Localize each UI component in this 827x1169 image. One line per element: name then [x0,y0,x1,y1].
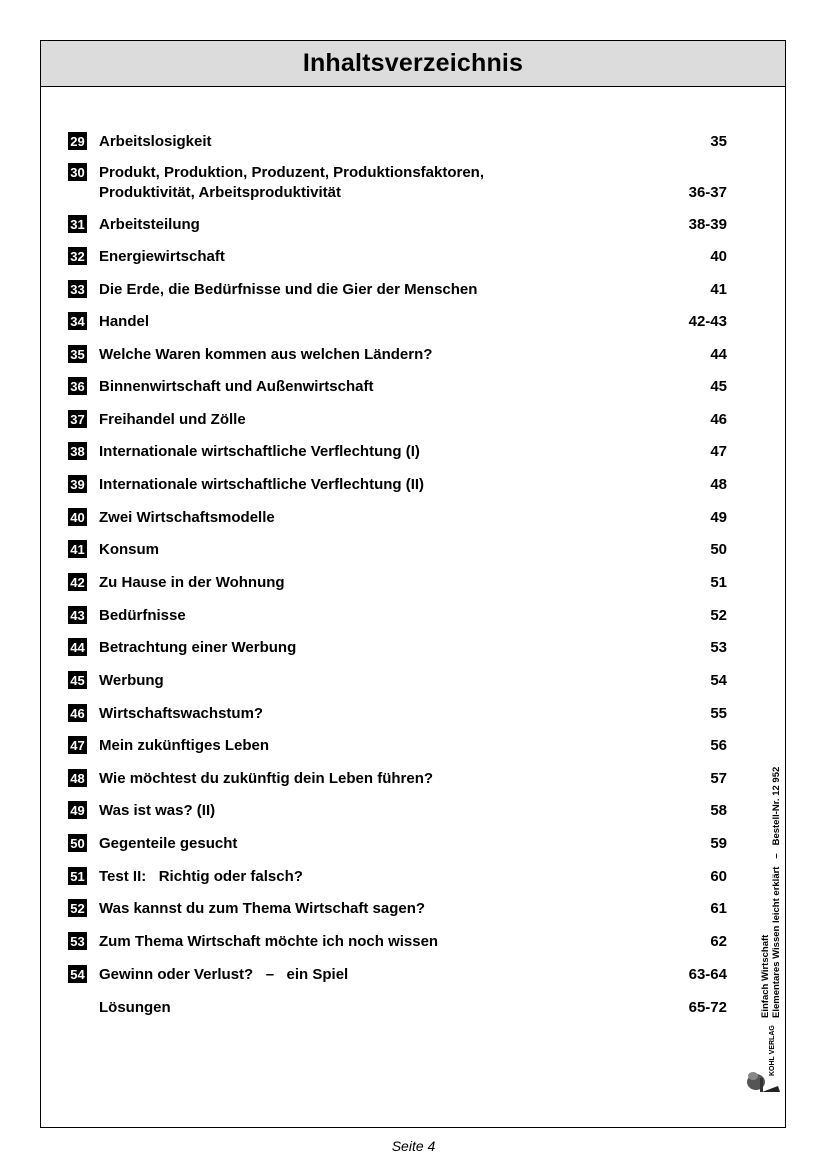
page-reference: 54 [710,672,727,689]
page-reference: 65-72 [688,999,727,1016]
chapter-title: Wie möchtest du zukünftig dein Leben führen? [99,770,434,787]
page-reference: 50 [710,541,727,558]
chapter-title: Zwei Wirtschaftsmodelle [99,509,275,526]
page-reference: 63-64 [688,966,727,983]
chapter-title: Was ist was? (II) [99,802,216,819]
chapter-number-badge: 47 [68,736,87,754]
page-reference: 40 [710,248,727,265]
chapter-number-badge: 31 [68,215,87,233]
chapter-number-badge: 29 [68,132,87,150]
book-subtitle-order-number: Elementares Wissen leicht erklärt – Bestell-Nr. 12 952 [771,766,782,1018]
chapter-title: Test II: Richtig oder falsch? [99,868,303,885]
chapter-title: Welche Waren kommen aus welchen Ländern? [99,346,433,363]
chapter-number-badge: 54 [68,965,87,983]
publisher-logo-text: KOHL VERLAG [769,1025,776,1076]
chapter-title: Gewinn oder Verlust? – ein Spiel [99,966,349,983]
publisher-logo [744,1022,784,1094]
chapter-title: Gegenteile gesucht [99,835,238,852]
chapter-title: Lösungen [99,999,171,1016]
chapter-title: Internationale wirtschaftliche Verflechtung (I) [99,443,420,460]
page-reference: 42-43 [688,313,727,330]
chapter-title: Mein zukünftiges Leben [99,737,270,754]
page-reference: 49 [710,509,727,526]
page-title: Inhaltsverzeichnis [41,41,785,87]
chapter-number-badge: 32 [68,247,87,265]
chapter-title: Zum Thema Wirtschaft möchte ich noch wissen [99,933,439,950]
chapter-number-badge: 40 [68,508,87,526]
chapter-title: Freihandel und Zölle [99,411,246,428]
chapter-title: Arbeitsteilung [99,216,200,233]
chapter-number-badge: 37 [68,410,87,428]
page-reference: 55 [710,705,727,722]
chapter-title: Energiewirtschaft [99,248,225,265]
page-reference: 51 [710,574,727,591]
chapter-title: Internationale wirtschaftliche Verflechtung (II) [99,476,425,493]
book-title: Einfach Wirtschaft [760,934,771,1018]
chapter-number-badge: 46 [68,704,87,722]
chapter-title: Bedürfnisse [99,607,186,624]
page-reference: 58 [710,802,727,819]
page-reference: 56 [710,737,727,754]
chapter-number-badge: 50 [68,834,87,852]
page-reference: 62 [710,933,727,950]
page-reference: 41 [710,281,727,298]
chapter-number-badge: 34 [68,312,87,330]
chapter-title: Was kannst du zum Thema Wirtschaft sagen? [99,900,426,917]
chapter-number-badge: 44 [68,638,87,656]
chapter-title: Betrachtung einer Werbung [99,639,297,656]
page-reference: 38-39 [688,216,727,233]
chapter-number-badge: 38 [68,442,87,460]
page-reference: 46 [710,411,727,428]
page-frame [40,40,786,1128]
chapter-title: Produkt, Produktion, Produzent, Produktionsfaktoren, Produktivität, Arbeitsproduktivität [99,164,485,201]
chapter-number-badge: 39 [68,475,87,493]
page-number: Seite 4 [391,1138,436,1154]
chapter-title: Werbung [99,672,164,689]
chapter-title: Die Erde, die Bedürfnisse und die Gier der Menschen [99,281,478,298]
page-reference: 57 [710,770,727,787]
publication-info [760,718,782,1018]
page-reference: 61 [710,900,727,917]
chapter-title: Binnenwirtschaft und Außenwirtschaft [99,378,374,395]
page-reference: 47 [710,443,727,460]
chapter-title: Arbeitslosigkeit [99,133,212,150]
chapter-number-badge: 30 [68,163,87,181]
chapter-number-badge: 35 [68,345,87,363]
page-reference: 52 [710,607,727,624]
page-reference: 59 [710,835,727,852]
page-reference: 60 [710,868,727,885]
page-reference: 48 [710,476,727,493]
chapter-number-badge: 36 [68,377,87,395]
chapter-title: Handel [99,313,150,330]
chapter-number-badge: 33 [68,280,87,298]
chapter-number-badge: 49 [68,801,87,819]
page-reference: 45 [710,378,727,395]
chapter-number-badge: 45 [68,671,87,689]
chapter-number-badge: 53 [68,932,87,950]
chapter-number-badge: 51 [68,867,87,885]
chapter-number-badge: 41 [68,540,87,558]
chapter-number-badge: 52 [68,899,87,917]
chapter-title: Zu Hause in der Wohnung [99,574,285,591]
page-reference: 44 [710,346,727,363]
page-reference: 35 [710,133,727,150]
chapter-number-badge: 42 [68,573,87,591]
chapter-title: Konsum [99,541,159,558]
page-reference: 53 [710,639,727,656]
chapter-number-badge: 43 [68,606,87,624]
chapter-number-badge: 48 [68,769,87,787]
chapter-title: Wirtschaftswachstum? [99,705,264,722]
page-reference: 36-37 [688,184,727,201]
